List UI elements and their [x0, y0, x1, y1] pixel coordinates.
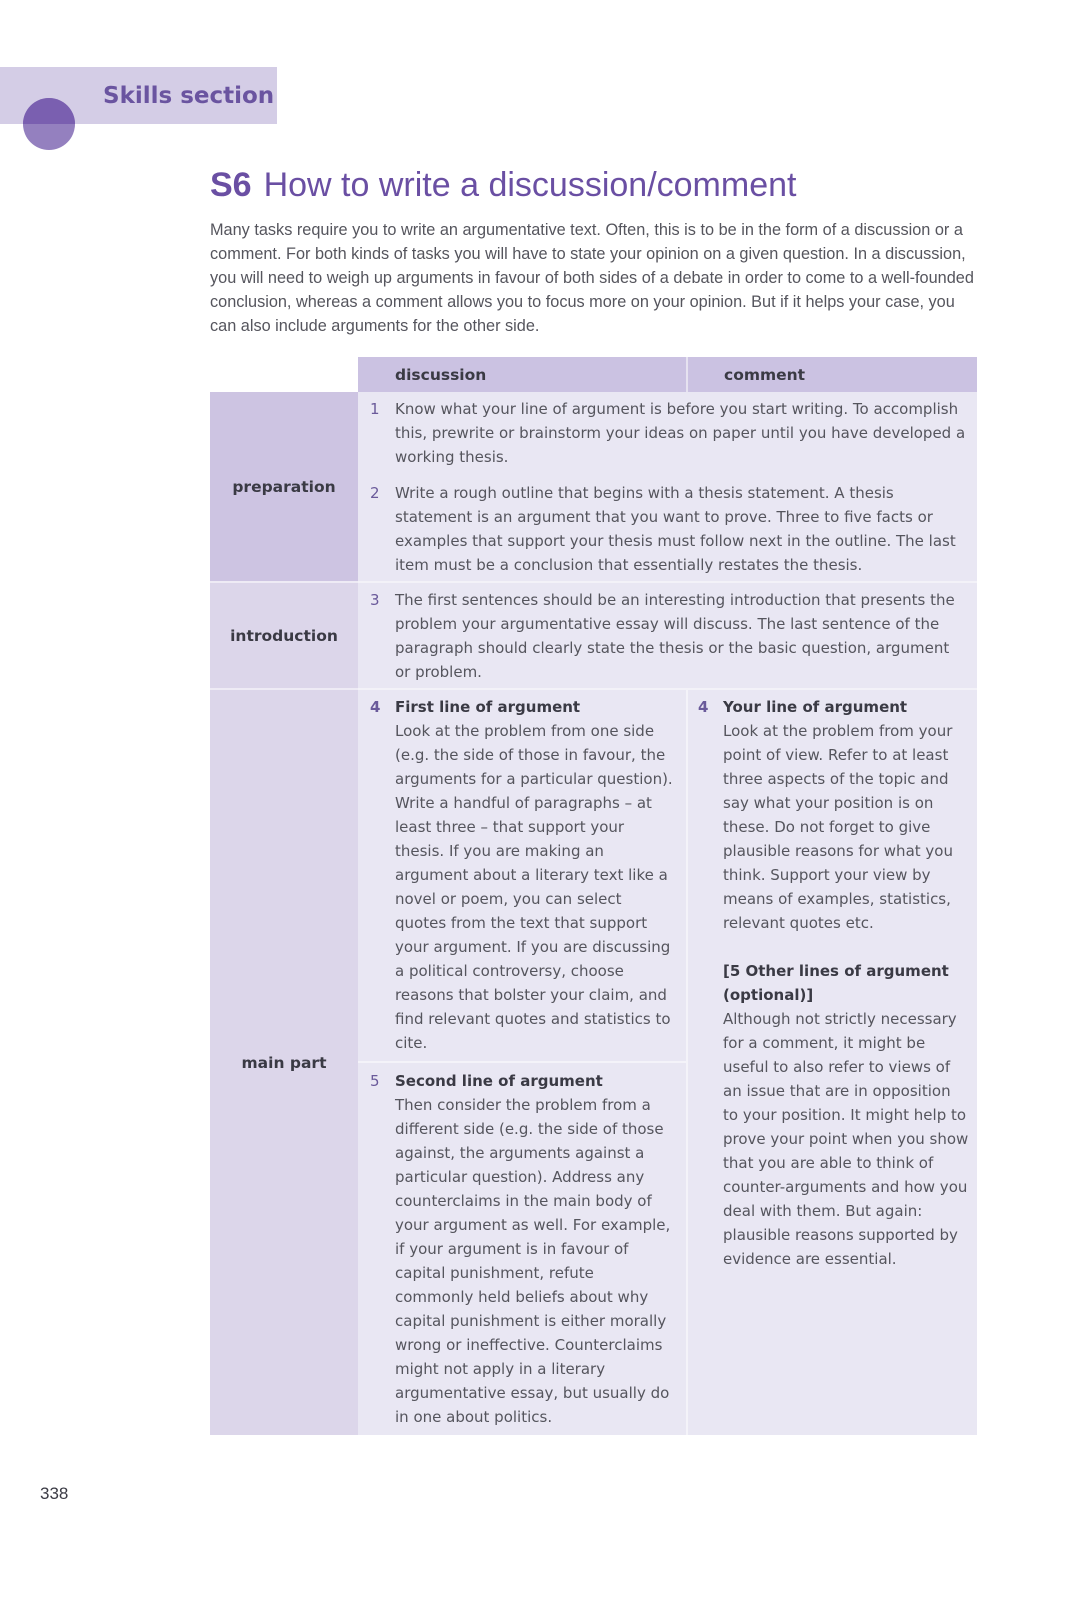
page-title — [210, 166, 796, 205]
page-number: 338 — [40, 1484, 69, 1503]
main-part-discussion — [358, 689, 687, 1435]
item-text: Look at the problem from your point of view. Refer to at least three aspects of the topic and say what your position is on these. Do not forget to give plausible reasons for what you think. Support your view by means of examples, statistics, relevant quotes etc. — [723, 722, 953, 932]
item-text: Know what your line of argument is before you start writing. To accomplish this, prewrite or brainstorm your ideas on paper until you have developed a working thesis. — [395, 400, 966, 466]
item-text: Look at the problem from one side (e.g. the side of those in favour, the arguments for a particular question). Write a handful of paragraphs – at least three – that support your thesis. If you are making an argument about a literary text like a novel or poem, you can select quotes from the text that support your argument. If you are discussing a political controversy, choose reasons that bolster your claim, and find relevant quotes and statistics to cite. — [395, 722, 673, 1052]
row-label-preparation: preparation — [210, 392, 358, 582]
header-comment: comment — [687, 357, 977, 392]
comparison-table — [210, 357, 977, 1435]
item-number: 1 — [370, 400, 380, 418]
title-number: S6 — [210, 166, 252, 204]
row-label-introduction: introduction — [210, 582, 358, 689]
intro-paragraph: Many tasks require you to write an argumentative text. Often, this is to be in the form of a discussion or a comment. For both kinds of tasks you will have to state your opinion on a given question. In a discussion, you will need to weigh up arguments in favour of both sides of a debate in order to come to a well-founded conclusion, whereas a comment allows you to focus more on your opinion. But if it helps your case, you can also include arguments for the other side. — [210, 221, 974, 335]
item-text: Although not strictly necessary for a comment, it might be useful to also refer to views of an issue that are in opposition to your position. It might help to prove your point when you show that you are able to think of counter-arguments and how you deal with them. But again: plausible reasons supported by evidence are essential. — [723, 1010, 969, 1268]
item-text: Then consider the problem from a different side (e.g. the side of those against, the arguments against a particular question). Address any counterclaims in the main body of your argument as well. For example, if your argument is in favour of capital punishment, refute commonly held beliefs about why capital punishment is either morally wrong or ineffective. Counterclaims might not apply in a literary argumentative essay, but usually do in one about politics. — [395, 1096, 671, 1426]
table-header-row — [210, 357, 977, 392]
list-item — [358, 690, 686, 1061]
table-row-preparation — [210, 392, 977, 582]
item-number: 3 — [370, 591, 380, 609]
list-item — [688, 941, 977, 1277]
list-item — [358, 1061, 686, 1435]
row-label-main-part: main part — [210, 689, 358, 1435]
item-number — [698, 959, 723, 1271]
item-number: 4 — [698, 698, 709, 716]
main-part-comment — [687, 689, 977, 1435]
table-row-introduction — [210, 582, 977, 689]
introduction-content — [358, 582, 977, 689]
header-empty-cell — [210, 357, 358, 392]
header-discussion: discussion — [358, 357, 687, 392]
item-number: 5 — [370, 1072, 380, 1090]
title-text: How to write a discussion/comment — [263, 166, 797, 204]
list-item — [358, 475, 977, 581]
item-heading: First line of argument — [395, 698, 581, 716]
preparation-content — [358, 392, 977, 582]
item-heading: Second line of argument — [395, 1072, 603, 1090]
list-item — [358, 583, 977, 688]
item-text: The first sentences should be an interesting introduction that presents the problem your argumentative essay will discuss. The last sentence of the paragraph should clearly state the thesis or the basic question, argument or problem. — [395, 591, 955, 681]
item-text: Write a rough outline that begins with a thesis statement. A thesis statement is an argument that you want to prove. Three to five facts or examples that support your thesis must follow next in the outline. The last item must be a conclusion that essentially restates the thesis. — [395, 484, 956, 574]
list-item — [358, 392, 977, 475]
table-row-main-part — [210, 689, 977, 1435]
item-heading: [5 Other lines of argument (optional)] — [723, 962, 949, 1004]
section-dot-icon — [23, 98, 75, 150]
list-item — [688, 690, 977, 941]
item-number: 4 — [370, 698, 381, 716]
item-number: 2 — [370, 484, 380, 502]
section-label: Skills section — [103, 83, 275, 109]
item-heading: Your line of argument — [723, 698, 908, 716]
